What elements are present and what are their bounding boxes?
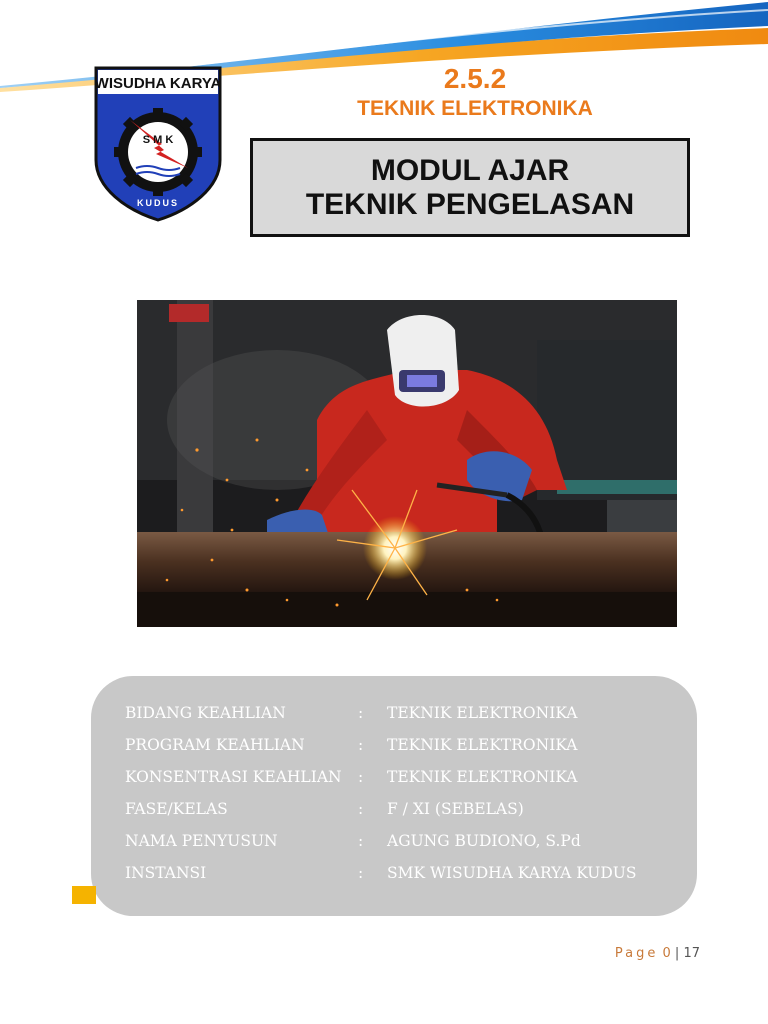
- info-label: KONSENTRASI KEAHLIAN: [125, 768, 342, 786]
- title-line-1: MODUL AJAR: [370, 153, 570, 187]
- module-info-panel: [91, 676, 697, 916]
- info-value: TEKNIK ELEKTRONIKA: [387, 736, 578, 754]
- page-word: Page: [614, 946, 659, 961]
- title-box: [250, 138, 690, 237]
- accent-square: [72, 886, 96, 904]
- info-value: TEKNIK ELEKTRONIKA: [387, 768, 578, 786]
- welder-photo: [137, 300, 677, 627]
- info-label: PROGRAM KEAHLIAN: [125, 736, 305, 754]
- school-logo: [92, 64, 224, 224]
- info-label: NAMA PENYUSUN: [125, 832, 278, 850]
- info-value: F / XI (SEBELAS): [387, 800, 524, 818]
- logo-school-name: WISUDHA KARYA: [94, 75, 222, 92]
- info-label: BIDANG KEAHLIAN: [125, 704, 286, 722]
- info-value: SMK WISUDHA KARYA KUDUS: [387, 864, 637, 882]
- info-separator: :: [358, 736, 364, 754]
- info-separator: :: [358, 800, 364, 818]
- page-number-footer: [560, 946, 700, 961]
- info-label: INSTANSI: [125, 864, 207, 882]
- info-label: FASE/KELAS: [125, 800, 228, 818]
- title-line-2: TEKNIK PENGELASAN: [305, 187, 635, 221]
- logo-city: KUDUS: [136, 198, 180, 208]
- info-separator: :: [358, 768, 364, 786]
- current-page-number: 0: [662, 946, 671, 961]
- page-divider: |: [674, 946, 680, 961]
- info-separator: :: [358, 704, 364, 722]
- info-value: AGUNG BUDIONO, S.Pd: [387, 832, 581, 850]
- department-heading: TEKNIK ELEKTRONIKA: [357, 97, 593, 120]
- info-separator: :: [358, 832, 364, 850]
- total-pages: 17: [683, 946, 700, 961]
- module-code: 2.5.2: [443, 63, 507, 94]
- info-separator: :: [358, 864, 364, 882]
- info-value: TEKNIK ELEKTRONIKA: [387, 704, 578, 722]
- logo-letters: S M K: [142, 134, 174, 146]
